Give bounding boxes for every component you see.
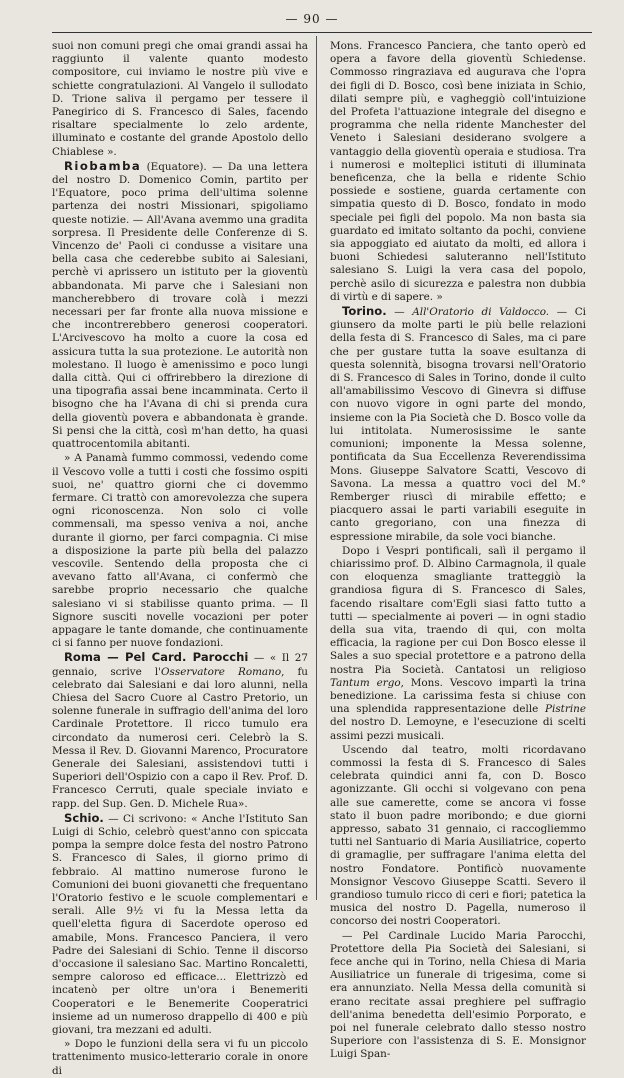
paragraph-roma	[52, 651, 308, 810]
page-number: — 90 —	[285, 12, 339, 26]
column-divider	[316, 36, 317, 900]
paragraph-schio-2: » Dopo le funzioni della sera vi fu un piccolo trattenimento musico-letterario corale in onore di	[52, 1038, 308, 1077]
torino-italic: All'Oratorio di Valdocco.	[412, 306, 550, 319]
paragraph-torino-2	[330, 545, 586, 743]
paragraph-torino-4: — Pel Cardinale Lucido Maria Parocchi, Protettore della Pia Società dei Salesiani, si fece anche qui in Torino, nella Chiesa di Maria Ausiliatrice un funerale di trigesima, come si era annunziato. Nella Messa della comunità si erano recitate assai preghiere pel suffragio dell'anima benedetta dell'esimio Porporato, e poi nel funerale celebrato dallo stesso nostro Superiore con l'assistenza di S. E. Monsignor Luigi Span-	[330, 929, 586, 1061]
paragraph-schio	[52, 812, 308, 1037]
riobamba-text: — Da una lettera del nostro D. Domenico Comin, partito per l'Equatore, poco prima dell'ultima solenne partenza dei nostri Missionari, spigoliamo queste notizie. — All'Avana avemmo una gradita sorpresa. Il Presidente delle Conferenze di S. Vincenzo de' Paoli ci condusse a visitare una bella casa che cederebbe subito ai Salesiani, perchè vi aprissero un istituto per la gioventù abbandonata. Mi parve che i Salesiani non mancherebbero di trovare colà i mezzi necessari per far fronte alla nuova missione e che incontrerebbero generosi cooperatori. L'Arcivescovo ha molto a cuore la cosa ed assicura tutta la sua protezione. Le autorità non molestano. Il luogo è amenissimo e poco lungi dalla città. Qui ci offrirebbero la direzione di una tipografia assai bene incamminata. Certo il bisogno che ha l'Avana di chi si prenda cura della gioventù povera e abbandonata è grande. Si pensi che la città, così m'han detto, ha quasi quattrocentomila abitanti.	[52, 160, 308, 451]
paragraph-torino	[330, 305, 586, 544]
paragraph-riobamba	[52, 160, 308, 451]
torino-2b: , Mons. Vescovo impartì la trina benedizione. La carissima festa si chiuse con una splendida rappresentazione delle	[330, 676, 586, 716]
paragraph-schio-cont: Mons. Francesco Panciera, che tanto operò ed opera a favore della gioventù Schiedense. Commosso ringraziava ed augurava che l'opra dei figli di D. Bosco, così bene iniziata in Schio, dilati sempre più, e vagheggiò coll'intuizione del Profeta l'attuazione integrale del disegno e programma che nella ridente Manchester del Veneto i Salesiani desiderano svolgere a vantaggio della gioventù operaia e studiosa. Tra i numerosi e molteplici istituti di illuminata beneficenza, che la bella e ridente Schio possiede e sostiene, guarda certamente con simpatia questo di D. Bosco, fondato in modo speciale pei figli del popolo. Ma non basta sia guardato ed imitato soltanto da pochi, conviene sia appoggiato ed aiutato da molti, ed allora i buoni Schiedesi saluteranno nell'Istituto salesiano S. Luigi la vera casa del popolo, perchè asilo di sicurezza e palestra non dubbia di virtù e di sapere. »	[330, 40, 586, 303]
paragraph-panama: » A Panamà fummo commossi, vedendo come il Vescovo volle a tutti i costi che fossimo ospiti suoi, ne' quattro giorni che ci dovemmo fermare. Ci trattò con amorevolezza che supera ogni riconoscenza. Non solo ci volle commensali, ma spesso veniva a noi, anche durante il giorno, per farci compagnia. Ci mise a disposizione la parte più bella del palazzo vescovile. Sentendo della proposta che ci avevano fatto all'Avana, ci confermò che sarebbe proprio necessario che qualche salesiano vi si stabilisse quanto prima. — Il Signore susciti novelle vocazioni per poter appagare le tante domande, che continuamente ci si fanno per nuove fondazioni.	[52, 452, 308, 650]
heading-riobamba: Riobamba	[64, 158, 142, 173]
torino-2-italic: Tantum ergo	[330, 676, 401, 689]
paragraph-continuation: suoi non comuni pregi che omai grandi assai ha raggiunto il valente quanto modesto compositore, cui inviamo le nostre più vive e schiette congratulazioni. Al Vangelo il sullodato D. Trione saliva il pergamo per tessere il Panegirico di S. Francesco di Sales, facendo risaltare specialmente lo zelo ardente, illuminato e costante del grande Apostolo dello Chiablese ».	[52, 40, 308, 158]
torino-2c: del nostro D. Lemoyne, e l'esecuzione di scelti assimi pezzi musicali.	[330, 716, 586, 742]
paragraph-torino-3: Uscendo dal teatro, molti ricordavano commossi la festa di S. Francesco di Sales celebrata quindici anni fa, con D. Bosco agonizzante. Gli occhi si volgevano con pena alle sue camerette, come se ancora vi fosse stato il buon padre moribondo; e due giorni appresso, sabato 31 gennaio, ci raccogliemmo tutti nel Santuario di Maria Ausiliatrice, coperto di gramaglie, per suffragare l'anima eletta del nostro Fondatore. Pontificò nuovamente Monsignor Vescovo Giuseppe Scatti. Severo il grandioso tumulo ricco di ceri e fiori; patetica la musica del nostro D. Pagella, numeroso il concorso dei nostri Cooperatori.	[330, 743, 586, 928]
heading-roma: Roma — Pel Card. Parocchi	[64, 650, 249, 665]
roma-italic: Osservatore Romano	[161, 665, 282, 678]
torino-2-italic2: Pistrine	[545, 703, 586, 716]
torino-dash: —	[386, 306, 413, 319]
left-column	[52, 40, 308, 1077]
torino-2a: Dopo i Vespri pontificali, salì il pergamo il chiarissimo prof. D. Albino Carmagnola, il quale con eloquenza smagliante tratteggiò la grandiosa figura di S. Francesco di Sales, facendo risaltare com'Egli siasi fatto tutto a tutti — specialmente ai poveri — in ogni stadio della sua vita, traendo di qui, con molta efficacia, la ragione per cui Don Bosco elesse il Sales a suo special protettore e a patrono della nostra Pia Società. Cantatosi un religioso	[330, 544, 586, 676]
heading-torino: Torino.	[342, 304, 387, 319]
place-equatore: (Equatore).	[146, 160, 207, 173]
roma-text-a: — « Il 27 gennaio, scrive l'	[52, 652, 308, 678]
right-column	[330, 40, 586, 1061]
roma-text-b: , fu celebrato dai Salesiani e dai loro alunni, nella Chiesa del Sacro Cuore al Castro Pretorio, un solenne funerale in suffragio dell'anima del loro Cardinale Protettore. Il ricco tumulo era circondato da numerosi ceri. Celebrò la S. Messa il Rev. D. Giovanni Marenco, Procuratore Generale dei Salesiani, assistendovi tutti i Superiori dell'Ospizio con a capo il Rev. Prof. D. Francesco Cerruti, quale speciale inviato e rapp. del Sup. Gen. D. Michele Rua».	[52, 665, 308, 810]
header-rule	[52, 32, 592, 33]
heading-schio: Schio.	[64, 810, 104, 825]
schio-text: — Ci scrivono: « Anche l'Istituto San Luigi di Schio, celebrò quest'anno con spiccata pompa la sempre dolce festa del nostro Patrono S. Francesco di Sales, il giorno primo di febbraio. Al mattino numerose furono le Comunioni dei buoni giovanetti che frequentano l'Oratorio festivo e le scuole complementari e serali. Alle 9½ vi fu la Messa letta da quell'eletta figura di Sacerdote operoso ed amabile, Mons. Francesco Panciera, il vero Padre dei Salesiani di Schio. Tenne il discorso d'occasione il salesiano Sac. Martino Roncaletti, sempre caloroso ed efficace... Elettrizzò ed incatenò per oltre un'ora i Benemeriti Cooperatori e le Benemerite Cooperatrici insieme ad un numeroso drappello di 400 e più giovani, tra mezzani ed adulti.	[52, 812, 308, 1037]
torino-text: — Ci giunsero da molte parti le più belle relazioni della festa di S. Francesco di Sales, ma ci pare che per gustare tutta la soave esultanza di questa solennità, bisogna trovarsi nell'Oratorio di S. Francesco di Sales in Torino, donde il culto all'amabilissimo Vescovo di Ginevra si diffuse con nuovo vigore in ogni parte del mondo, insieme con la Pia Società che D. Bosco volle da lui intitolata. Numerosissime le sante comunioni; imponente la Messa solenne, pontificata da Sua Eccellenza Reverendissima Mons. Giuseppe Salvatore Scatti, Vescovo di Savona. La messa a quattro voci del M.° Remberger riuscì di mirabile effetto; e piacquero assai le parti variabili eseguite in canto gregoriano, con una finezza di espressione mirabile, da sole voci bianche.	[330, 306, 586, 543]
